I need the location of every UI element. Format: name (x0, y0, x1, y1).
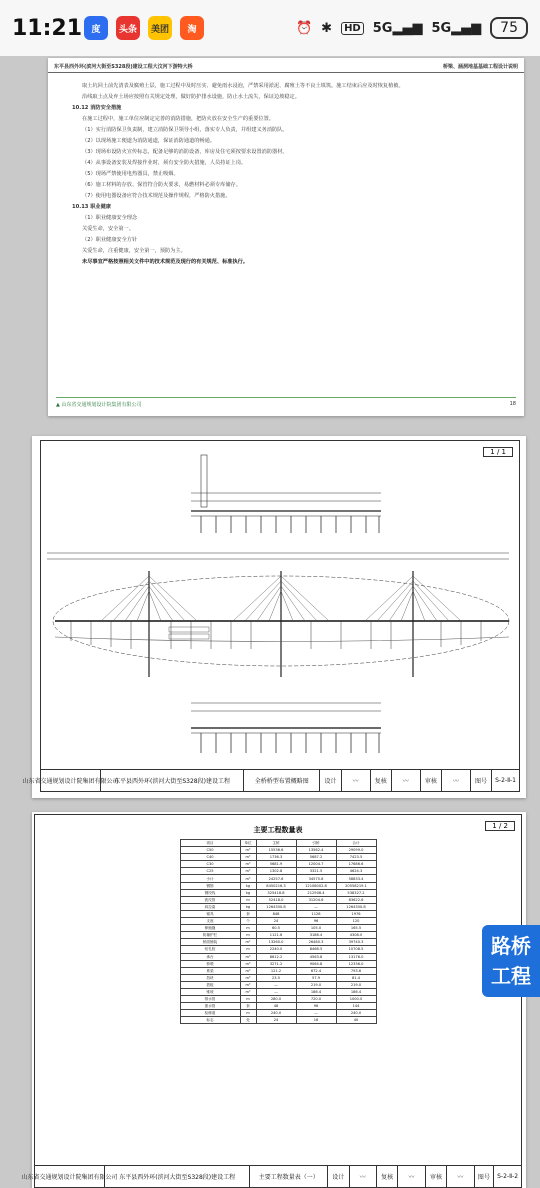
section-heading: 10.12 消防安全措施 (72, 105, 122, 111)
clock: 11:21 (12, 15, 83, 41)
table-cell: 212908.4 (296, 889, 336, 896)
page-footer (56, 397, 516, 408)
table-cell: 8468.5 (296, 946, 336, 953)
table-cell: 套 (240, 910, 256, 917)
drawing-frame (22, 440, 520, 792)
table-cell: m³ (240, 847, 256, 854)
table-cell: 13176.0 (336, 953, 376, 960)
table-row (180, 1017, 376, 1024)
table-cell: C25 (180, 868, 240, 875)
table-cell: m³ (240, 861, 256, 868)
table-row (180, 903, 376, 910)
tb-role-approve: 审核 (426, 1166, 448, 1187)
tb-signature-2: 〰 (392, 770, 421, 791)
table-cell: 泄水管 (180, 1003, 240, 1010)
table-cell: m³ (240, 988, 256, 995)
table-cell: m (240, 896, 256, 903)
table-cell: 17686.6 (336, 861, 376, 868)
table-cell: kg (240, 903, 256, 910)
table-row (180, 974, 376, 981)
col-header: 引桥 (296, 840, 336, 847)
table-cell: 1976 (336, 910, 376, 917)
hd-icon: HD (341, 22, 364, 35)
paragraph: （7）使用电器设备应符合技术规范及操作规程，严格防火措施。 (82, 193, 231, 199)
paragraph: （5）现场严禁使用电热器具，禁止吸烟。 (82, 171, 179, 177)
status-bar (0, 0, 540, 56)
document-page-2[interactable] (22, 436, 526, 798)
paragraph: （2）职业健康安全方针 (82, 237, 138, 243)
table-cell: 1736.3 (256, 854, 296, 861)
table-cell: C40 (180, 854, 240, 861)
paragraph: 沿线取土点及弃土场应按照有关规定处理，做好防护排水设施，防止水土流失，保证边坡稳定。 (82, 94, 300, 100)
header-right: 桥梁、涵洞地基基础工程设计说明 (442, 64, 518, 70)
table-cell: 60.5 (256, 925, 296, 932)
tb-sheet-no: S-2-Ⅱ-2 (497, 1173, 519, 1180)
table-cell: m³ (240, 868, 256, 875)
paragraph: （3）现场布设防火宣传标志，配备足够的消防设备，库房及住宅须按要求设置消防器材。 (82, 149, 288, 155)
table-cell: 121.2 (256, 967, 296, 974)
paragraph: （1）实行消防保卫负责制，建立消防保卫领导小组，落实专人负责，并组建义务消防队。 (82, 127, 288, 133)
table-row (180, 932, 376, 939)
table-cell: — (296, 1010, 336, 1017)
table-cell: 186.4 (296, 988, 336, 995)
table-row (180, 1003, 376, 1010)
table-cell: 8612.2 (256, 953, 296, 960)
col-header: 单位 (240, 840, 256, 847)
table-cell: 83622.6 (336, 896, 376, 903)
table-cell: 34575.8 (296, 875, 336, 882)
table-header-row (180, 840, 376, 847)
signal-1-icon: 5G▂▄▆ (372, 20, 423, 36)
table-cell: 219.0 (296, 981, 336, 988)
table-cell: 24257.6 (256, 875, 296, 882)
table-cell: 538327.2 (336, 889, 376, 896)
table-cell: 24 (256, 918, 296, 925)
table-cell: 325418.8 (256, 889, 296, 896)
tb-role-review: 复核 (377, 1166, 399, 1187)
table-cell: 4563.8 (296, 953, 336, 960)
badge-line-2: 工程 (491, 964, 531, 988)
table-cell: 96 (296, 918, 336, 925)
signal-2-icon: 5G▂▄▆ (431, 20, 482, 36)
table-row (180, 854, 376, 861)
tb-project: 东平县西外环(滨河大街至S328段)建设工程 (101, 770, 244, 791)
table-cell: 1264350.8 (256, 903, 296, 910)
taobao-app-icon: 淘 (180, 16, 204, 40)
baidu-app-icon: 度 (84, 16, 108, 40)
table-row (180, 847, 376, 854)
table-cell: 锥坡 (180, 988, 240, 995)
table-row (180, 960, 376, 967)
table-row (180, 896, 376, 903)
table-cell: 钢筋 (180, 882, 240, 889)
paragraph: （4）从事设备安装及焊接作业时，须有安全防火措施，人员持证上岗。 (82, 160, 247, 166)
table-row (180, 882, 376, 889)
table-cell: 桥面铺装 (180, 939, 240, 946)
table-cell: 5681.9 (256, 861, 296, 868)
sheet-index: 1 (492, 822, 497, 830)
table-cell: 144 (336, 1003, 376, 1010)
table-cell: 10708.5 (336, 946, 376, 953)
tb-company: 山东省交通规划设计院集团有限公司 (41, 770, 101, 791)
section-heading: 10.13 职业健康 (72, 204, 111, 210)
system-status (296, 17, 528, 39)
table-cell: — (256, 988, 296, 995)
table-cell: 58833.4 (336, 875, 376, 882)
table-cell: 12336.0 (336, 960, 376, 967)
table-cell: 波纹管 (180, 896, 240, 903)
sheet-counter: 1 / 2 (485, 821, 515, 831)
table-cell: m³ (240, 981, 256, 988)
tb-project: 东平县西外环(滨河大街至S328段)建设工程 (105, 1166, 250, 1187)
table-cell: 4308.0 (336, 932, 376, 939)
table-cell: 排水管 (180, 996, 240, 1003)
table-cell: 3186.4 (296, 932, 336, 939)
table-cell: 斜拉索 (180, 903, 240, 910)
table-cell: m³ (240, 854, 256, 861)
table-cell: 套 (240, 1003, 256, 1010)
table-cell: 720.0 (296, 996, 336, 1003)
document-page-1[interactable] (48, 58, 524, 416)
table-cell: 伸缩缝 (180, 925, 240, 932)
tb-signature-1: 〰 (350, 1166, 377, 1187)
paragraph: 取土坑回土前先清表及腐殖土层，施工过程中及时压实、避免雨水浸泡，严禁采用淤泥、腐殖土等不良土填筑。施工结束后应及时恢复植被。 (82, 83, 404, 89)
tb-role-approve: 审核 (421, 770, 442, 791)
table-cell: 39740.3 (336, 939, 376, 946)
table-cell: 24 (256, 1017, 296, 1024)
table-row (180, 996, 376, 1003)
table-cell: 12108002.8 (296, 882, 336, 889)
table-cell: 219.0 (336, 981, 376, 988)
table-cell: 挡块 (180, 974, 240, 981)
watermark-badge[interactable] (482, 925, 540, 997)
table-cell: 240.0 (256, 1010, 296, 1017)
closing-statement: 未尽事宜严格按照相关文件中的技术规范及现行的有关规范、标准执行。 (82, 259, 249, 265)
col-header: 主桥 (256, 840, 296, 847)
table-cell: m² (240, 939, 256, 946)
table-title: 主要工程数量表 (253, 826, 303, 834)
company-name (56, 401, 141, 408)
table-frame (21, 814, 522, 1188)
table-cell: 1000.0 (336, 996, 376, 1003)
table-cell: m (240, 1010, 256, 1017)
table-cell: 81.4 (336, 974, 376, 981)
table-cell: 29099.0 (336, 847, 376, 854)
table-cell: 4624.3 (336, 868, 376, 875)
table-cell: 1128 (296, 910, 336, 917)
table-row (180, 953, 376, 960)
table-cell: 钻孔桩 (180, 946, 240, 953)
table-row (180, 868, 376, 875)
sheet-counter: 1 / 1 (483, 447, 513, 457)
tb-role-design: 设计 (320, 770, 341, 791)
table-row (180, 1010, 376, 1017)
table-cell: m³ (240, 953, 256, 960)
table-cell: 5687.2 (296, 854, 336, 861)
tb-company: 山东省交通规划设计院集团有限公司 (35, 1166, 105, 1187)
table-cell: C30 (180, 861, 240, 868)
tb-signature-2: 〰 (398, 1166, 425, 1187)
table-cell: 9064.8 (296, 960, 336, 967)
table-row (180, 875, 376, 882)
table-cell: 锚具 (180, 910, 240, 917)
header-left: 东平县西外环(滨河大街至S328段)建设工程大汶河下游特大桥 (54, 64, 193, 70)
tb-role-review: 复核 (371, 770, 392, 791)
tb-signature-3: 〰 (447, 1166, 474, 1187)
tb-role-design: 设计 (328, 1166, 350, 1187)
table-cell: — (296, 903, 336, 910)
table-cell: 96 (296, 1003, 336, 1010)
table-cell: 105.0 (296, 925, 336, 932)
badge-line-1: 路桥 (491, 934, 531, 958)
quantity-table (180, 839, 377, 1024)
meituan-app-icon: 美团 (148, 16, 172, 40)
paragraph: 在施工过程中，施工单位应制定完善的消防措施，把防火放在安全生产的重要位置。 (82, 116, 274, 122)
table-cell: m (240, 925, 256, 932)
document-page-3[interactable] (21, 812, 526, 1188)
table-cell: 12004.7 (296, 861, 336, 868)
table-cell: kg (240, 889, 256, 896)
table-cell: 3271.2 (256, 960, 296, 967)
table-cell: m (240, 946, 256, 953)
table-cell: 桥墩 (180, 960, 240, 967)
col-header: 合计 (336, 840, 376, 847)
table-cell: m³ (240, 960, 256, 967)
table-cell: 240.0 (336, 1010, 376, 1017)
table-cell: 承台 (180, 953, 240, 960)
table-row (180, 861, 376, 868)
table-cell: 个 (240, 918, 256, 925)
table-cell: 支座 (180, 918, 240, 925)
table-cell: 防撞护栏 (180, 932, 240, 939)
col-header: 项目 (180, 840, 240, 847)
paragraph: 关爱生命，安全第一。 (82, 226, 134, 232)
toutiao-app-icon: 头条 (116, 16, 140, 40)
table-cell: 52418.0 (256, 896, 296, 903)
table-cell: 搭板 (180, 981, 240, 988)
battery-icon: 75 (490, 17, 528, 39)
table-cell: 13260.0 (256, 939, 296, 946)
page-body (48, 73, 524, 276)
table-cell: 3321.5 (296, 868, 336, 875)
table-cell: 16 (296, 1017, 336, 1024)
table-cell: kg (240, 882, 256, 889)
title-block (21, 1165, 521, 1187)
table-cell: 标志 (180, 1017, 240, 1024)
sheet-total: 2 (503, 822, 508, 830)
table-cell: 31204.6 (296, 896, 336, 903)
table-cell: 7423.5 (336, 854, 376, 861)
table-cell: 672.4 (296, 967, 336, 974)
table-cell: 40 (336, 1017, 376, 1024)
sheet-total: 1 (501, 448, 506, 456)
bluetooth-icon: ✱ (321, 20, 333, 36)
title-block (22, 769, 519, 791)
table-row (180, 988, 376, 995)
bridge-elevation-drawing (41, 441, 519, 767)
table-cell: 检修道 (180, 1010, 240, 1017)
table-row (180, 889, 376, 896)
table-cell: 1121.6 (256, 932, 296, 939)
tb-signature-3: 〰 (442, 770, 471, 791)
table-cell: 186.4 (336, 988, 376, 995)
table-row (180, 939, 376, 946)
paragraph: （6）施工材料的存放、保管符合防火要求，易燃材料必须专库储存。 (82, 182, 241, 188)
table-cell: 48 (256, 1003, 296, 1010)
table-row (180, 918, 376, 925)
table-cell: — (256, 981, 296, 988)
table-row (180, 967, 376, 974)
table-cell: 13562.4 (296, 847, 336, 854)
table-cell: 小计 (180, 875, 240, 882)
table-row (180, 946, 376, 953)
table-cell: C50 (180, 847, 240, 854)
table-cell: m³ (240, 875, 256, 882)
table-row (180, 925, 376, 932)
tb-signature-1: 〰 (342, 770, 371, 791)
table-cell: m³ (240, 974, 256, 981)
sheet-index: 1 (490, 448, 495, 456)
table-cell: 280.0 (256, 996, 296, 1003)
table-cell: m³ (240, 967, 256, 974)
tb-drawing-title: 全桥桥型布置概略图 (244, 770, 320, 791)
table-cell: 120 (336, 918, 376, 925)
tb-sheet-label: 图号 (475, 1166, 495, 1187)
alarm-icon: ⏰ (295, 20, 313, 36)
paragraph: （1）职业健康安全理念 (82, 215, 138, 221)
table-cell: 165.5 (336, 925, 376, 932)
paragraph: 关爱生命，注重健康，安全第一，预防为主。 (82, 248, 186, 254)
table-cell: m (240, 996, 256, 1003)
table-row (180, 981, 376, 988)
table-cell: 20558219.1 (336, 882, 376, 889)
paragraph: （2）以现场施工便道为消防通道，保证消防通道的畅通。 (82, 138, 215, 144)
table-cell: 钢绞线 (180, 889, 240, 896)
table-cell: 26480.3 (296, 939, 336, 946)
table-cell: 系梁 (180, 967, 240, 974)
page-number: 18 (509, 401, 516, 407)
page-header (48, 58, 524, 73)
table-cell: 23.5 (256, 974, 296, 981)
tb-sheet-label: 图号 (471, 770, 492, 791)
table-cell: 处 (240, 1017, 256, 1024)
notification-icons (84, 16, 204, 40)
signal-2-label: 5G (431, 20, 452, 36)
table-cell: 2240.0 (256, 946, 296, 953)
table-row (180, 910, 376, 917)
table-cell: 1302.8 (256, 868, 296, 875)
table-cell: 15536.6 (256, 847, 296, 854)
company-logo-icon: ▲ (56, 402, 60, 408)
table-cell: 8450216.3 (256, 882, 296, 889)
table-cell: m (240, 932, 256, 939)
table-cell: 848 (256, 910, 296, 917)
company-label: 山东省交通规划设计院集团有限公司 (61, 402, 142, 408)
table-cell: 1264350.8 (336, 903, 376, 910)
table-cell: 57.9 (296, 974, 336, 981)
tb-drawing-title: 主要工程数量表（一） (250, 1166, 328, 1187)
table-cell: 793.6 (336, 967, 376, 974)
tb-sheet-no: S-2-Ⅱ-1 (495, 777, 517, 784)
signal-1-label: 5G (372, 20, 393, 36)
